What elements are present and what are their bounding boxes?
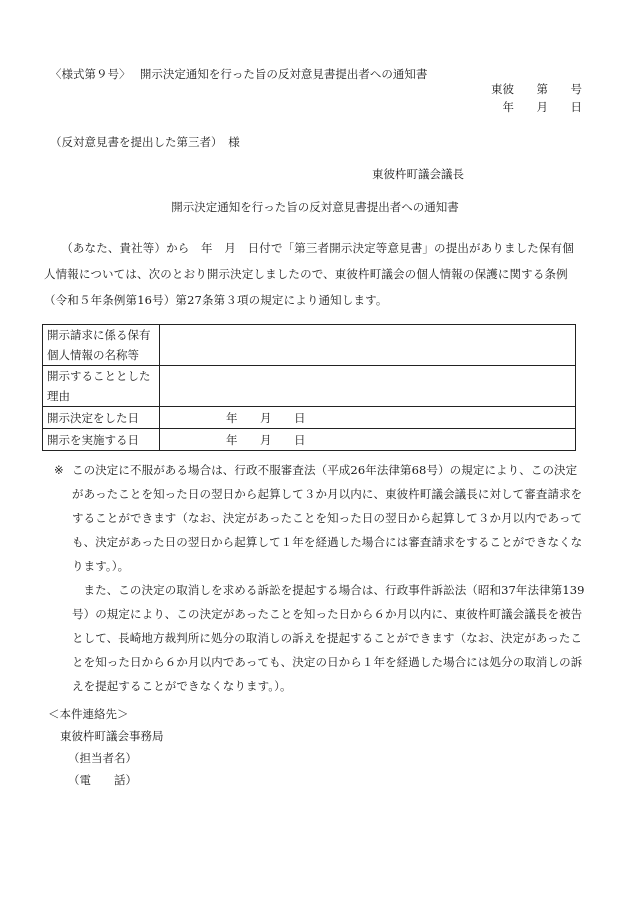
note-block — [54, 458, 586, 698]
document-title: 開示決定通知を行った旨の反対意見書提出者への通知書 — [171, 200, 459, 214]
row-value-reason — [160, 366, 576, 407]
contact-person: （担当者名） — [68, 751, 137, 765]
reference-dai: 第 — [536, 82, 548, 96]
reference-go: 号 — [570, 82, 582, 96]
row-label-info-name: 開示請求に係る保有個人情報の名称等 — [43, 325, 160, 366]
note-paragraph-appeal: この決定に不服がある場合は、行政不服審査法（平成26年法律第68号）の規定により、この決定があったことを知った日の翌日から起算して３か月以内に、東彼杵町議会議長に対して審査請求をすることができます（なお、決定があったことを知った日の翌日から起算して３か月以内であっても、決定があった日の翌日から起算して１年を経過した場合には審査請求をすることができなくなります。）。 — [72, 463, 583, 573]
decision-day: 日 — [294, 410, 306, 425]
row-label-reason: 開示することとした理由 — [43, 366, 160, 407]
table-row — [43, 407, 576, 429]
recipient: （反対意見書を提出した第三者） 様 — [50, 135, 240, 149]
row-value-implementation-date — [160, 429, 576, 451]
table-row — [43, 366, 576, 407]
info-table — [42, 324, 576, 451]
row-value-info-name — [160, 325, 576, 366]
implementation-day: 日 — [294, 432, 306, 447]
form-number: 〈様式第９号〉 開示決定通知を行った旨の反対意見書提出者への通知書 — [50, 67, 428, 81]
reference-prefix: 東彼 — [491, 82, 514, 96]
reference-month: 月 — [536, 100, 548, 114]
reference-number — [480, 80, 582, 116]
decision-year: 年 — [226, 410, 238, 425]
contact-block — [48, 703, 164, 791]
table-row — [43, 325, 576, 366]
reference-line-2 — [480, 98, 582, 116]
row-value-decision-date — [160, 407, 576, 429]
implementation-month: 月 — [260, 432, 272, 447]
sender: 東彼杵町議会議長 — [372, 167, 464, 181]
contact-heading: ＜本件連絡先＞ — [48, 707, 129, 721]
reference-line-1 — [480, 80, 582, 98]
contact-office: 東彼杵町議会事務局 — [60, 729, 164, 743]
row-label-implementation-date: 開示を実施する日 — [43, 429, 160, 451]
row-label-decision-date: 開示決定をした日 — [43, 407, 160, 429]
reference-day: 日 — [570, 100, 582, 114]
body-paragraph: （あなた、貴社等）から 年 月 日付で「第三者開示決定等意見書」の提出がありました保有個人情報については、次のとおり開示決定しましたので、東彼杵町議会の個人情報の保護に関する条例（令和５年条例第16号）第27条第３項の規定により通知します。 — [44, 241, 574, 307]
contact-phone: （電 話） — [68, 773, 137, 787]
implementation-year: 年 — [226, 432, 238, 447]
table-row — [43, 429, 576, 451]
note-paragraph-lawsuit: また、この決定の取消しを求める訴訟を提起する場合は、行政事件訴訟法（昭和37年法律第139号）の規定により、この決定があったことを知った日から６か月以内に、東彼杵町議会議長を被告として、長崎地方裁判所に処分の取消しの訴えを提起することができます（なお、決定があったことを知った日から６か月以内であっても、決定の日から１年を経過した場合には処分の取消しの訴えを提起することができなくなります。）。 — [72, 583, 585, 693]
note-mark: ※ — [54, 463, 64, 477]
reference-year: 年 — [502, 100, 514, 114]
decision-month: 月 — [260, 410, 272, 425]
